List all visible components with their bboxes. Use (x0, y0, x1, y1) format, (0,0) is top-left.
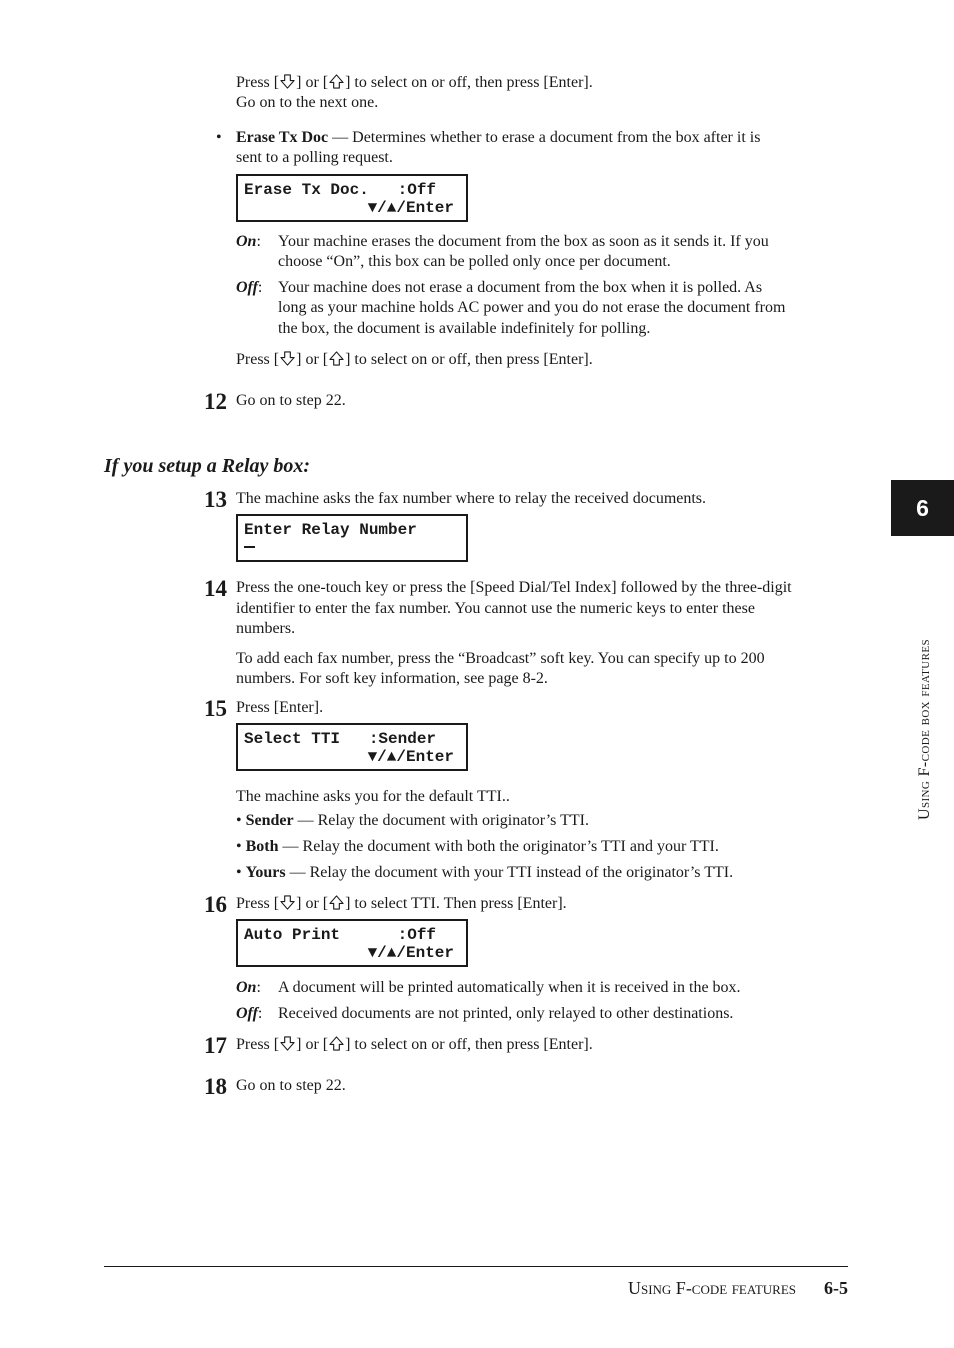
lcd-erase-tx-doc: Erase Tx Doc. :Off ▼/▲/Enter (236, 174, 468, 222)
footer-title: Using F-code features (627, 1278, 796, 1298)
erase-tx-doc-description-cont: sent to a polling request. (236, 149, 393, 166)
step-18-text: Go on to step 22. (236, 1077, 346, 1094)
step-number-16: 16 (204, 892, 227, 917)
option-off-label: Off: (236, 279, 263, 296)
tti-option-yours: • Yours — Relay the document with your TTI instead of the originator’s TTI. (236, 864, 734, 881)
page-number: 6-5 (824, 1278, 848, 1298)
option-off-desc-1: Your machine does not erase a document from the box when it is polled. As (278, 279, 763, 296)
down-arrow-key-icon (280, 895, 295, 910)
footer-rule (104, 1266, 848, 1267)
up-arrow-key-icon (329, 351, 344, 366)
step-number-15: 15 (204, 696, 227, 721)
up-arrow-key-icon (329, 895, 344, 910)
lcd-enter-relay-number: Enter Relay Number (236, 514, 468, 562)
instruction-next: Go on to the next one. (236, 94, 379, 111)
step-12-text: Go on to step 22. (236, 392, 346, 409)
option-off-desc-3: the box, the document is available indefinitely for polling. (278, 320, 651, 337)
step-number-12: 12 (204, 389, 227, 414)
step-number-17: 17 (204, 1033, 227, 1058)
auto-print-on-label: On: (236, 979, 261, 996)
bullet-dot: • (216, 129, 222, 146)
step-14-line-4: To add each fax number, press the “Broadcast” soft key. You can specify up to 200 (236, 650, 765, 667)
page-footer (628, 1278, 848, 1299)
option-on-desc-1: Your machine erases the document from the box as soon as it sends it. If you (278, 233, 769, 250)
chapter-tab: 6 (891, 480, 954, 536)
down-arrow-key-icon (280, 1036, 295, 1051)
auto-print-on-desc: A document will be printed automatically when it is received in the box. (278, 979, 741, 996)
down-arrow-key-icon (280, 351, 295, 366)
lcd-cursor (244, 546, 255, 548)
step-15-intro: The machine asks you for the default TTI.. (236, 788, 510, 805)
option-on-desc-2: choose “On”, this box can be polled only once per document. (278, 253, 671, 270)
step-16-text: Press [ ] or [ ] to select TTI. Then press [Enter]. (236, 895, 567, 912)
step-17-text: Press [ ] or [ ] to select on or off, then press [Enter]. (236, 1036, 593, 1053)
tti-option-sender: • Sender — Relay the document with originator’s TTI. (236, 812, 589, 829)
up-arrow-key-icon (329, 1036, 344, 1051)
step-14-line-5: numbers. For soft key information, see page 8-2. (236, 670, 548, 687)
up-arrow-key-icon (329, 74, 344, 89)
lcd-auto-print: Auto Print :Off ▼/▲/Enter (236, 919, 468, 967)
erase-tx-doc-description: Erase Tx Doc — Determines whether to erase a document from the box after it is (236, 129, 761, 146)
step-15-text: Press [Enter]. (236, 699, 324, 716)
step-13-text: The machine asks the fax number where to relay the received documents. (236, 490, 707, 507)
side-section-label: Using F-code box features (916, 638, 933, 820)
section-heading-relay: If you setup a Relay box: (104, 455, 311, 477)
auto-print-off-label: Off: (236, 1005, 263, 1022)
step-number-18: 18 (204, 1074, 227, 1099)
option-off-desc-2: long as your machine holds AC power and you do not erase the document from (278, 299, 786, 316)
step-14-line-1: Press the one-touch key or press the [Speed Dial/Tel Index] followed by the three-digit (236, 579, 792, 596)
instruction-press-keys: Press [ ] or [ ] to select on or off, then press [Enter]. (236, 74, 593, 91)
option-on-label: On: (236, 233, 261, 250)
down-arrow-key-icon (280, 74, 295, 89)
tti-option-both: • Both — Relay the document with both the originator’s TTI and your TTI. (236, 838, 719, 855)
step-number-14: 14 (204, 576, 227, 601)
step-14-line-2: identifier to enter the fax number. You cannot use the numeric keys to enter these (236, 600, 755, 617)
auto-print-off-desc: Received documents are not printed, only relayed to other destinations. (278, 1005, 734, 1022)
instruction-press-keys-2: Press [ ] or [ ] to select on or off, then press [Enter]. (236, 351, 593, 368)
step-number-13: 13 (204, 487, 227, 512)
lcd-select-tti: Select TTI :Sender ▼/▲/Enter (236, 723, 468, 771)
step-14-line-3: numbers. (236, 620, 296, 637)
